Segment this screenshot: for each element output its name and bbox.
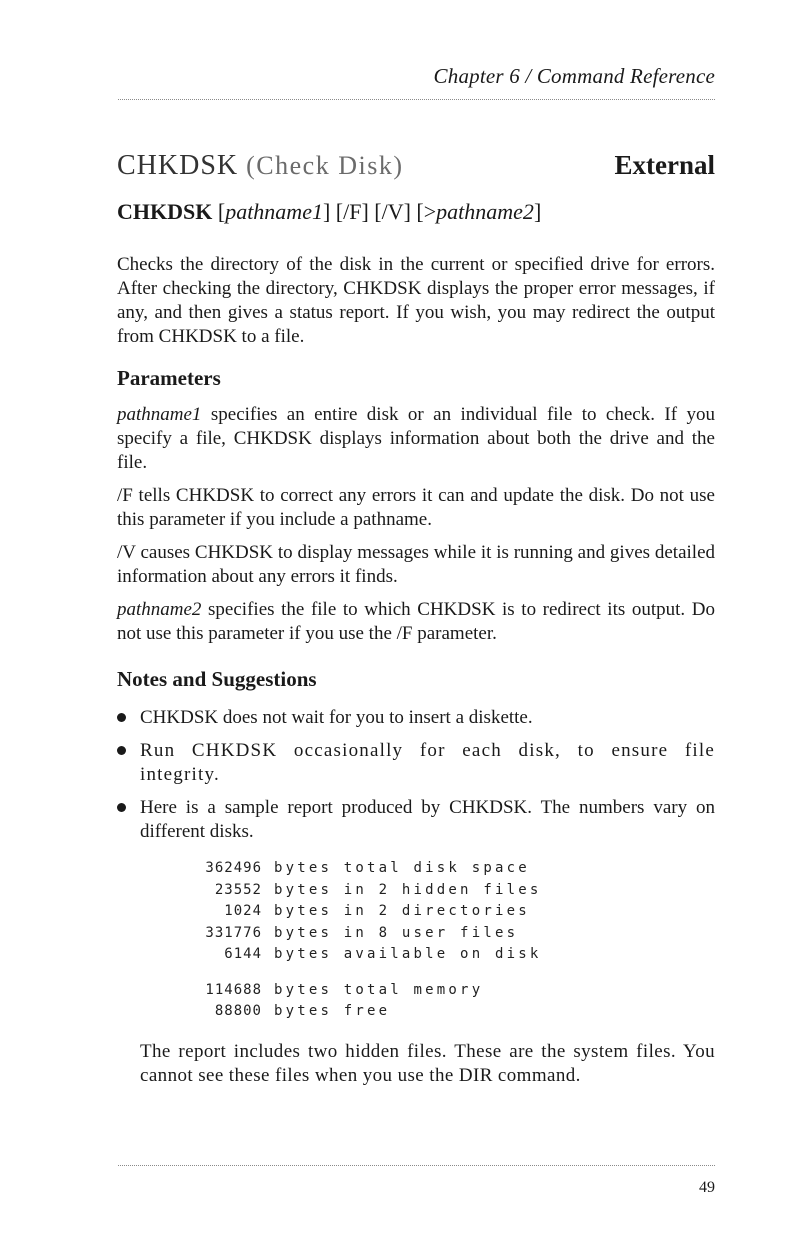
parameters-heading: Parameters: [117, 366, 221, 390]
report-line: [186, 1001, 541, 1023]
report-value: 331776: [205, 924, 262, 941]
syntax-pathname1: pathname1: [225, 199, 323, 224]
command-name: CHKDSK: [117, 150, 239, 181]
report-label: bytes total disk space: [274, 860, 530, 876]
report-value: 88800: [214, 1003, 262, 1019]
report-line: [186, 858, 541, 880]
report-line: [186, 880, 541, 902]
sample-report: [186, 858, 541, 1023]
syntax-bracket-close: ]: [322, 199, 331, 224]
command-title-row: [117, 150, 715, 190]
report-label: bytes in 8 user files: [274, 924, 519, 941]
report-line: [186, 944, 541, 966]
note-item-text: Run CHKDSK occasionally for each disk, to ensure file integrity.: [140, 740, 715, 785]
report-line: [186, 980, 541, 1002]
report-label: bytes free: [274, 1003, 391, 1019]
page-number: 49: [699, 1179, 715, 1196]
syntax-bracket-open: [: [212, 199, 226, 224]
report-value: 23552: [214, 881, 262, 898]
intro-paragraph: Checks the directory of the disk in the current or specified drive for errors. After checking the directory, CHKDSK displays the proper error messages, if any, and then gives a status report. If you wish, you may redirect the output from CHKDSK to a file.: [117, 254, 715, 347]
note-item: [117, 739, 715, 787]
report-label: bytes available on disk: [274, 946, 542, 962]
command-gloss: (Check Disk): [246, 151, 404, 180]
report-label: bytes in 2 directories: [274, 903, 530, 919]
closing-paragraph: The report includes two hidden files. These are the system files. You cannot see these files when you use the DIR command.: [140, 1041, 715, 1086]
bullet-icon: [117, 746, 126, 755]
report-value: 1024: [224, 903, 262, 919]
report-value: 362496: [205, 860, 262, 876]
param-v: /V causes CHKDSK to display messages while it is running and gives detailed information about any errors it finds.: [117, 542, 715, 587]
report-label: bytes in 2 hidden files: [274, 881, 542, 898]
param-f: /F tells CHKDSK to correct any errors it can and update the disk. Do not use this parameter if you include a pathname.: [117, 485, 715, 530]
report-spacer: [186, 966, 541, 980]
note-item: [117, 796, 715, 844]
footer-rule: [118, 1165, 715, 1166]
command-syntax: [117, 199, 541, 225]
note-item-text: Here is a sample report produced by CHKDSK. The numbers vary on different disks.: [140, 797, 715, 842]
note-item: [117, 706, 715, 730]
param-pathname1-desc: specifies an entire disk or an individual file to check. If you specify a file, CHKDSK displays information about both the drive and the file.: [117, 404, 715, 473]
note-item-text: CHKDSK does not wait for you to insert a diskette.: [140, 707, 533, 728]
report-value: 6144: [224, 946, 262, 962]
bullet-icon: [117, 803, 126, 812]
syntax-options: [/F] [/V] [>: [330, 199, 437, 224]
bullet-icon: [117, 713, 126, 722]
param-pathname1-term: pathname1: [117, 404, 202, 425]
command-title: [117, 150, 404, 182]
param-pathname2-desc: specifies the file to which CHKDSK is to redirect its output. Do not use this parameter if you use the /F parameter.: [117, 599, 715, 644]
syntax-bracket-close-2: ]: [533, 199, 542, 224]
param-pathname2-term: pathname2: [117, 599, 202, 620]
command-type: External: [614, 150, 715, 180]
report-line: [186, 923, 541, 945]
syntax-pathname2: pathname2: [436, 199, 534, 224]
report-line: [186, 901, 541, 923]
syntax-command: CHKDSK: [117, 199, 213, 224]
param-pathname2: [117, 598, 715, 646]
report-value: 114688: [205, 981, 262, 998]
param-pathname1: [117, 403, 715, 475]
running-head: Chapter 6 / Command Reference: [433, 64, 715, 88]
notes-heading: Notes and Suggestions: [117, 667, 317, 691]
report-label: bytes total memory: [274, 981, 484, 998]
header-rule: [118, 99, 715, 100]
